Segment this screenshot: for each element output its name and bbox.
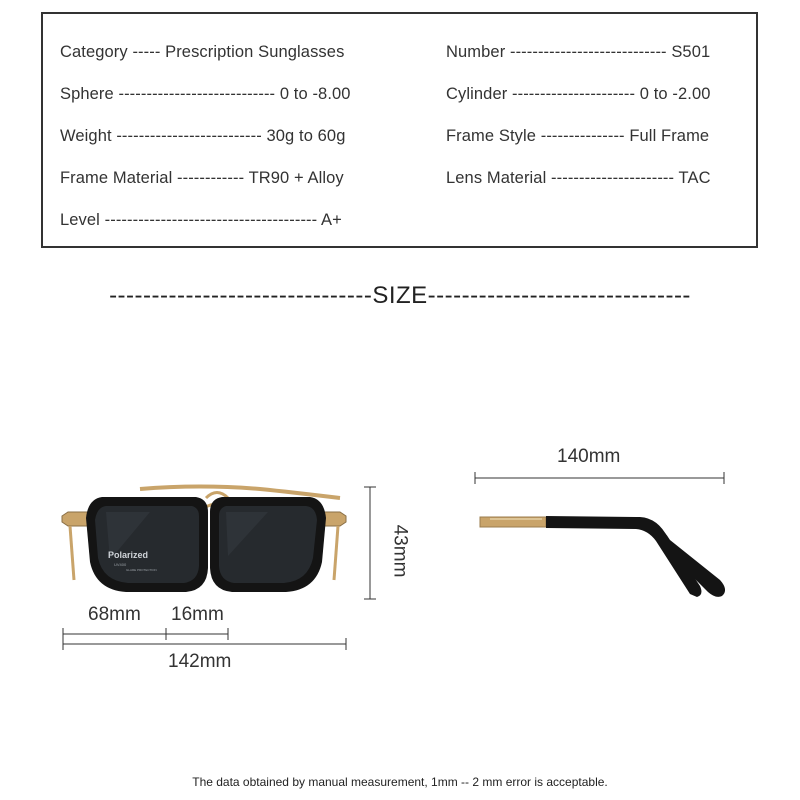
- lens-width-label: 68mm: [88, 604, 141, 625]
- spec-frame-material: Frame Material ------------ TR90 + Alloy: [60, 169, 344, 187]
- right-temple-arm: [334, 526, 338, 580]
- spec-cylinder: Cylinder ---------------------- 0 to -2.00: [446, 85, 711, 103]
- spec-weight: Weight -------------------------- 30g to 60g: [60, 127, 346, 145]
- spec-number: Number ---------------------------- S501: [446, 43, 711, 61]
- lens-print-line1: UV400: [114, 562, 127, 567]
- glasses-front-view: [62, 487, 346, 593]
- measurement-footnote: The data obtained by manual measurement, 1mm -- 2 mm error is acceptable.: [192, 775, 608, 789]
- bridge-width-label: 16mm: [171, 604, 224, 625]
- left-temple-arm: [70, 526, 74, 580]
- brow-bar: [140, 487, 340, 499]
- lens-print-line2: GLARE PROTECTION: [126, 568, 157, 572]
- spec-category: Category ----- Prescription Sunglasses: [60, 43, 345, 61]
- size-heading: -------------------------------SIZE-------------------------------: [109, 282, 691, 309]
- frame-width-label: 142mm: [168, 651, 232, 672]
- lens-height-label: 43mm: [389, 524, 411, 578]
- glasses-side-view: [480, 516, 725, 597]
- spec-lens-material: Lens Material ---------------------- TAC: [446, 169, 711, 187]
- spec-level: Level -------------------------------------- A+: [60, 211, 342, 229]
- temple-length-label: 140mm: [557, 446, 621, 467]
- lens-print-brand: Polarized: [108, 550, 149, 560]
- spec-frame-style: Frame Style --------------- Full Frame: [446, 127, 710, 145]
- spec-sphere: Sphere ---------------------------- 0 to -8.00: [60, 85, 351, 103]
